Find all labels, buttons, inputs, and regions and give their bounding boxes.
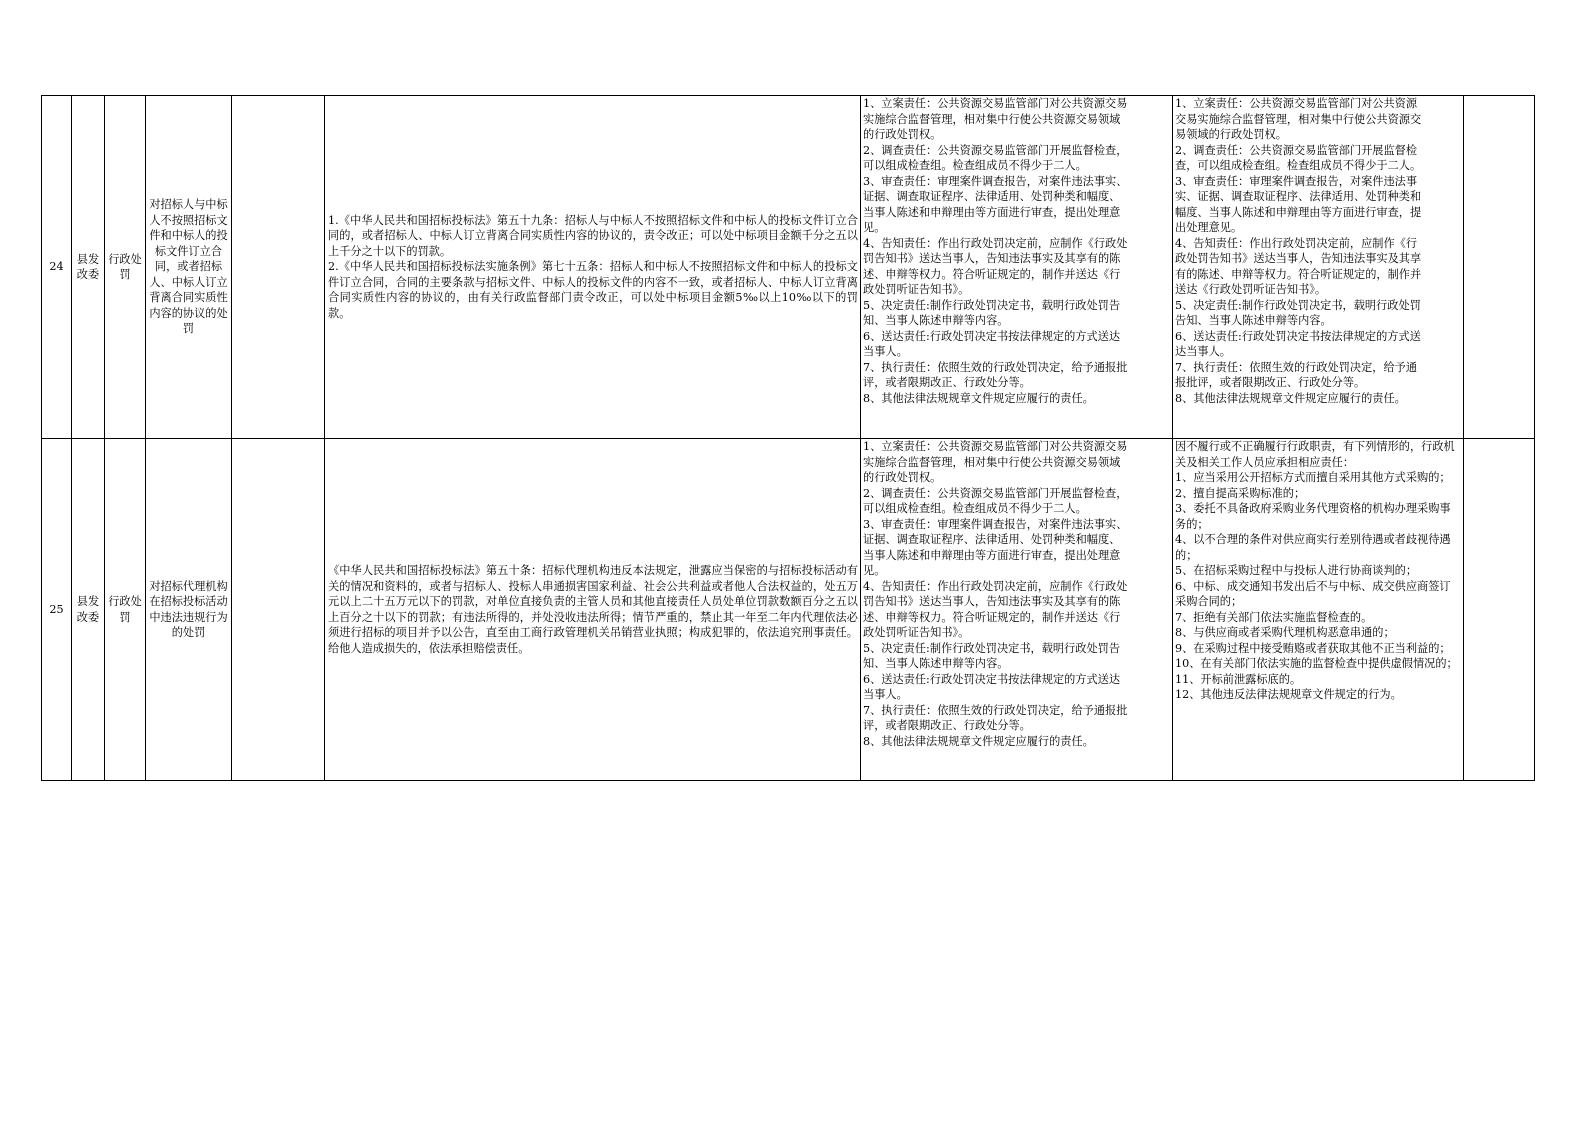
- accountability-line: 1、立案责任：公共资源交易监管部门对公共资源: [1175, 97, 1418, 110]
- accountability-item: 1、应当采用公开招标方式而擅自采用其他方式采购的；: [1175, 471, 1451, 484]
- accountability-cell: [1173, 96, 1464, 439]
- accountability-item: 12、其他违反法律法规规章文件规定的行为。: [1175, 688, 1402, 701]
- responsibility-line: 6、送达责任:行政处罚决定书按法律规定的方式送达: [863, 329, 1121, 343]
- responsibility-line: 当事人。: [863, 688, 908, 701]
- responsibility-line: 1、立案责任：公共资源交易监管部门对公共资源交易: [863, 440, 1128, 453]
- accountability-line: 5、决定责任:制作行政处罚决定书，载明行政处罚: [1175, 298, 1421, 312]
- responsibility-line: 当事人陈述和申辩理由等方面进行审查，提出处理意: [863, 548, 1121, 562]
- responsibility-line: 评，或者限期改正、行政处分等。: [863, 719, 1031, 732]
- responsibility-line: 当事人。: [863, 345, 908, 358]
- accountability-line: 幅度、当事人陈述和申辩理由等方面进行审查，提: [1175, 205, 1422, 219]
- department-cell: 县发改委: [72, 439, 105, 781]
- remark-cell: [1464, 439, 1535, 781]
- accountability-item: 10、在有关部门依法实施的监督检查中提供虚假情况的；: [1175, 657, 1458, 670]
- responsibility-line: 政处罚听证告知书》。: [863, 283, 970, 296]
- accountability-item: 11、开标前泄露标底的。: [1175, 672, 1302, 686]
- responsibility-line: 2、调查责任：公共资源交易监管部门开展监督检查，: [863, 143, 1128, 157]
- responsibility-line: 证据、调查取证程序、法律适用、处罚种类和幅度、: [863, 533, 1121, 546]
- responsibility-line: 罚告知书》送达当事人，告知违法事实及其享有的陈: [863, 252, 1121, 265]
- responsibility-line: 的行政处罚权。: [863, 471, 942, 484]
- responsibility-line: 述、申辩等权力。符合听证规定的，制作并送达《行: [863, 267, 1121, 281]
- responsibility-line: 8、其他法律法规规章文件规定应履行的责任。: [863, 734, 1094, 748]
- responsibility-line: 6、送达责任:行政处罚决定书按法律规定的方式送达: [863, 672, 1121, 686]
- row-number: 24: [42, 96, 72, 439]
- legal-basis-paragraph: 《中华人民共和国招标投标法》第五十条：招标代理机构违反本法规定，泄露应当保密的与招标投标活动有关的情况和资料的，或者与招标人、投标人串通损害国家利益、社会公共利益或者他人合法权益的，处五万元以上二十五万元以下的罚款，对单位直接负责的主管人员和其他直接责任人员处单位罚款数额百分之五以上百分之十以下的罚款；有违法所得的，并处没收违法所得；情节严重的，禁止其一年至二年内代理依法必须进行招标的项目并予以公告，直至由工商行政管理机关吊销营业执照；构成犯罪的，依法追究刑事责任。给他人造成损失的，依法承担赔偿责任。: [328, 564, 858, 655]
- responsibility-line: 见。: [863, 564, 886, 577]
- responsibility-line: 可以组成检查组。检查组成员不得少于二人。: [863, 159, 1087, 172]
- responsibility-line: 知、当事人陈述申辩等内容。: [863, 657, 1009, 670]
- sub-item-cell: [232, 96, 325, 439]
- responsibility-line: 实施综合监督管理，相对集中行使公共资源交易领域: [863, 112, 1121, 126]
- accountability-line: 易领域的行政处罚权。: [1175, 128, 1287, 141]
- responsibility-line: 3、审查责任：审理案件调查报告，对案件违法事实、: [863, 174, 1128, 188]
- table-row-24: [42, 96, 1535, 439]
- responsibility-line: 4、告知责任：作出行政处罚决定前，应制作《行政处: [863, 579, 1128, 593]
- power-type-cell: 行政处罚: [105, 96, 146, 439]
- responsibility-line: 的行政处罚权。: [863, 128, 942, 141]
- responsibility-line: 8、其他法律法规规章文件规定应履行的责任。: [863, 391, 1094, 405]
- accountability-item: 9、在采购过程中接受贿赂或者获取其他不正当利益的；: [1175, 641, 1451, 655]
- power-item-cell: 对招标人与中标人不按照招标文件和中标人的投标文件订立合同，或者招标人、中标人订立背离合同实质性内容的协议的处罚: [146, 96, 232, 439]
- legal-basis-paragraph: 1.《中华人民共和国招标投标法》第五十九条：招标人与中标人不按照招标文件和中标人的投标文件订立合同的，或者招标人、中标人订立背离合同实质性内容的协议的，责令改正；可以处中标项目金额千分之五以上千分之十以下的罚款。: [328, 213, 858, 258]
- accountability-item: 6、中标、成交通知书发出后不与中标、成交供应商签订采购合同的；: [1175, 579, 1451, 608]
- responsibility-line: 评，或者限期改正、行政处分等。: [863, 376, 1031, 389]
- accountability-line: 2、调查责任：公共资源交易监管部门开展监督检: [1175, 143, 1418, 157]
- accountability-line: 查，可以组成检查组。检查组成员不得少于二人。: [1175, 159, 1422, 172]
- responsibility-line: 1、立案责任：公共资源交易监管部门对公共资源交易: [863, 97, 1128, 110]
- accountability-line: 送达《行政处罚听证告知书》。: [1175, 283, 1327, 296]
- accountability-line: 有的陈述、申辩等权力。符合听证规定的，制作并: [1175, 267, 1422, 281]
- row-number: 25: [42, 439, 72, 781]
- accountability-item: 因不履行或不正确履行行政职责，有下列情形的，行政机关及相关工作人员应承担相应责任：: [1175, 440, 1455, 469]
- department-cell: 县发改委: [72, 96, 105, 439]
- accountability-item: 5、在招标采购过程中与投标人进行协商谈判的；: [1175, 564, 1418, 577]
- responsibility-line: 罚告知书》送达当事人，告知违法事实及其享有的陈: [863, 595, 1121, 608]
- accountability-line: 报批评，或者限期改正、行政处分等。: [1175, 376, 1366, 389]
- responsibility-line: 实施综合监督管理，相对集中行使公共资源交易领域: [863, 455, 1121, 469]
- power-list-table: [41, 95, 1535, 781]
- responsibility-line: 3、审查责任：审理案件调查报告，对案件违法事实、: [863, 517, 1128, 531]
- accountability-line: 实、证据、调查取证程序、法律适用、处罚种类和: [1175, 190, 1422, 203]
- remark-cell: [1464, 96, 1535, 439]
- responsibility-cell: [861, 439, 1173, 781]
- accountability-line: 政处罚告知书》送达当事人，告知违法事实及其享: [1175, 252, 1422, 265]
- accountability-item: 8、与供应商或者采购代理机构恶意串通的；: [1175, 626, 1395, 639]
- responsibility-line: 政处罚听证告知书》。: [863, 626, 970, 639]
- responsibility-line: 述、申辩等权力。符合听证规定的，制作并送达《行: [863, 610, 1121, 624]
- responsibility-line: 7、执行责任：依照生效的行政处罚决定，给予通报批: [863, 360, 1128, 374]
- power-type-cell: 行政处罚: [105, 439, 146, 781]
- responsibility-line: 知、当事人陈述申辩等内容。: [863, 314, 1009, 327]
- responsibility-line: 2、调查责任：公共资源交易监管部门开展监督检查，: [863, 486, 1128, 500]
- accountability-line: 8、其他法律法规规章文件规定应履行的责任。: [1175, 391, 1406, 405]
- accountability-item: 4、以不合理的条件对供应商实行差别待遇或者歧视待遇的；: [1175, 533, 1451, 562]
- responsibility-line: 5、决定责任:制作行政处罚决定书，载明行政处罚告: [863, 298, 1121, 312]
- accountability-line: 6、送达责任:行政处罚决定书按法律规定的方式送: [1175, 329, 1421, 343]
- legal-basis-cell: [325, 96, 861, 439]
- responsibility-line: 当事人陈述和申辩理由等方面进行审查，提出处理意: [863, 205, 1121, 219]
- responsibility-line: 证据、调查取证程序、法律适用、处罚种类和幅度、: [863, 190, 1121, 203]
- legal-basis-paragraph: 2.《中华人民共和国招标投标法实施条例》第七十五条：招标人和中标人不按照招标文件和中标人的投标文件订立合同，合同的主要条款与招标文件、中标人的投标文件的内容不一致，或者招标人、中标人订立背离合同实质性内容的协议的，由有关行政监督部门责令改正，可以处中标项目金额5‰以上10‰以下的罚款。: [328, 260, 858, 320]
- responsibility-line: 见。: [863, 221, 886, 234]
- sub-item-cell: [232, 439, 325, 781]
- accountability-item: 7、拒绝有关部门依法实施监督检查的。: [1175, 610, 1373, 624]
- accountability-line: 3、审查责任：审理案件调查报告，对案件违法事: [1175, 174, 1418, 188]
- accountability-line: 7、执行责任：依照生效的行政处罚决定，给予通: [1175, 360, 1418, 374]
- accountability-item: 2、擅自提高采购标准的；: [1175, 486, 1306, 500]
- accountability-line: 交易实施综合监督管理，相对集中行使公共资源交: [1175, 112, 1422, 126]
- legal-basis-cell: [325, 439, 861, 781]
- responsibility-line: 7、执行责任：依照生效的行政处罚决定，给予通报批: [863, 703, 1128, 717]
- accountability-line: 告知、当事人陈述申辩等内容。: [1175, 314, 1332, 327]
- accountability-line: 出处理意见。: [1175, 221, 1243, 234]
- accountability-cell: [1173, 439, 1464, 781]
- accountability-item: 3、委托不具备政府采购业务代理资格的机构办理采购事务的；: [1175, 502, 1451, 531]
- responsibility-line: 4、告知责任：作出行政处罚决定前，应制作《行政处: [863, 236, 1128, 250]
- power-item-cell: 对招标代理机构在招标投标活动中违法违规行为的处罚: [146, 439, 232, 781]
- accountability-line: 达当事人。: [1175, 345, 1231, 358]
- accountability-line: 4、告知责任：作出行政处罚决定前，应制作《行: [1175, 236, 1418, 250]
- table-row-25: [42, 439, 1535, 781]
- responsibility-line: 可以组成检查组。检查组成员不得少于二人。: [863, 502, 1087, 515]
- responsibility-cell: [861, 96, 1173, 439]
- responsibility-line: 5、决定责任:制作行政处罚决定书，载明行政处罚告: [863, 641, 1121, 655]
